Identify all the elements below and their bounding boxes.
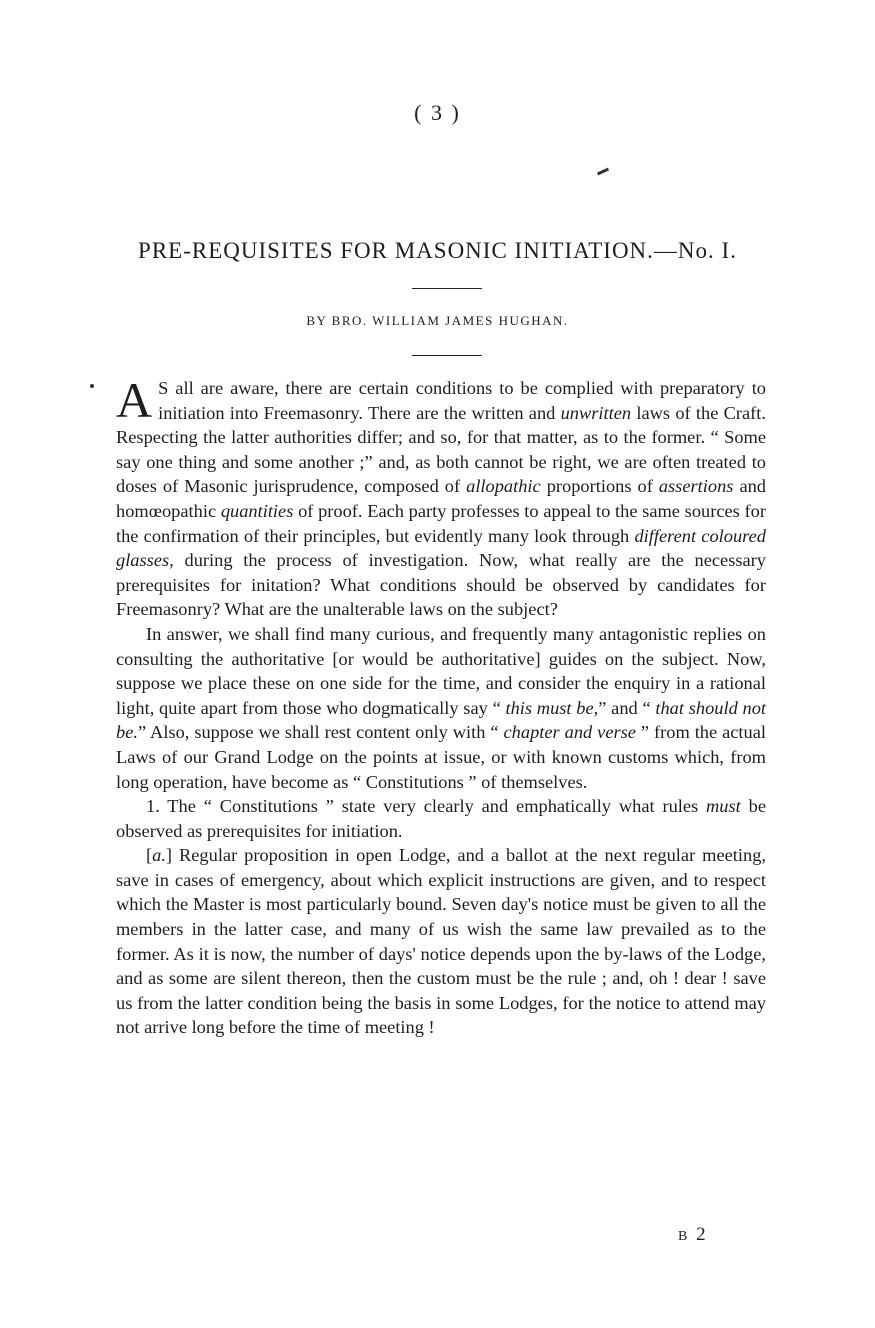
paragraph-3-text-2: be observed as prerequisites for initiation. — [116, 796, 766, 841]
paragraph-2-text-1: In answer, we shall find many curious, and frequently many antagonistic replies on consulting the authoritative [or would be authoritative] guides on the subject. Now, suppose we place these on one side for the time, and consider the enquiry in a rational light, quite apart from those who dogmatically say “ — [116, 623, 766, 718]
paragraph-4-text-2: ] Regular proposition in open Lodge, and a ballot at the next regular meeting, save in cases of emergency, about which explicit instructions are given, and to respect which the Master is most particularly bound. Seven day's notice must be given to all the members in the latter case, and many of us wish the same law prevailed as to the former. As it is now, the number of days' notice depends upon the by-laws of the Lodge, and as some are silent thereon, then the custom must be the rule ; and, oh ! dear ! save us from the latter condition being the basis in some Lodges, for the notice to attend may not arrive long before the time of meeting ! — [116, 845, 766, 1038]
paragraph-1-text-4: and homœopathic — [116, 476, 766, 521]
paragraph-1-emphasis-3: assertions — [658, 476, 734, 497]
title-divider-rule — [412, 288, 482, 289]
paragraph-2-text-2: ” and “ — [598, 697, 656, 718]
signature-letter: B — [678, 1229, 690, 1244]
paragraph-1-emphasis-5: different coloured glasses, — [116, 525, 766, 571]
paragraph-4-emphasis-1: a. — [152, 845, 166, 866]
paragraph-1-emphasis-2: allopathic — [466, 476, 541, 497]
signature-number: 2 — [696, 1224, 708, 1245]
paragraph-1-emphasis-1: unwritten — [560, 402, 632, 423]
paragraph-1-text-5: of proof. Each party professes to appeal to the same sources for the confirmation of their principles, but evidently many look through — [116, 500, 766, 546]
drop-cap: A — [116, 372, 153, 428]
paragraph-3-text-1: 1. The “ Constitutions ” state very clearly and emphatically what rules — [146, 796, 707, 817]
paragraph-2-emphasis-2: that should not be. — [116, 697, 767, 743]
signature-mark — [678, 1224, 708, 1246]
paragraph-2-emphasis-3: chapter and verse — [503, 722, 636, 743]
page-number: ( 3 ) — [414, 100, 461, 125]
paragraph-3 — [116, 794, 766, 843]
article-body — [116, 372, 767, 1040]
stray-ink-mark — [597, 168, 609, 176]
paragraph-2-text-4: ” from the actual Laws of our Grand Lodge on the points at issue, or with known customs which, from long operation, have become as “ Constitutions ” of themselves. — [116, 722, 767, 792]
paragraph-1-text-3: proportions of — [540, 476, 659, 497]
article-title: PRE-REQUISITES FOR MASONIC INITIATION.—No. I. — [138, 238, 737, 263]
author-byline: BY BRO. WILLIAM JAMES HUGHAN. — [306, 313, 569, 328]
paragraph-1 — [116, 372, 766, 622]
byline-divider-rule — [412, 355, 482, 356]
paragraph-4 — [116, 843, 766, 1040]
margin-dot — [90, 384, 94, 388]
paragraph-1-emphasis-4: quantities — [220, 500, 294, 521]
paragraph-2-text-3: ” Also, suppose we shall rest content only with “ — [137, 722, 504, 743]
paragraph-3-emphasis-1: must — [706, 796, 741, 817]
paragraph-2-emphasis-1: this must be, — [505, 697, 599, 718]
paragraph-1-text-1: S all are aware, there are certain conditions to be complied with preparatory to initiation into Freemasonry. There are the written and — [158, 378, 766, 423]
paragraph-2 — [116, 622, 766, 794]
paragraph-4-text-1: [ — [146, 845, 153, 866]
paragraph-1-text-2: laws of the Craft. Respecting the latter authorities differ; and so, for that matter, as to the former. “ Some say one thing and some another ;” and, as both cannot be right, we are often treated to doses of Masonic jurisprudence, composed of — [116, 402, 766, 497]
paragraph-1-text-6: during the process of investigation. Now, what really are the necessary prerequisites for initation? What conditions should be observed by candidates for Freemasonry? What are the unalterable laws on the subject? — [116, 550, 766, 620]
